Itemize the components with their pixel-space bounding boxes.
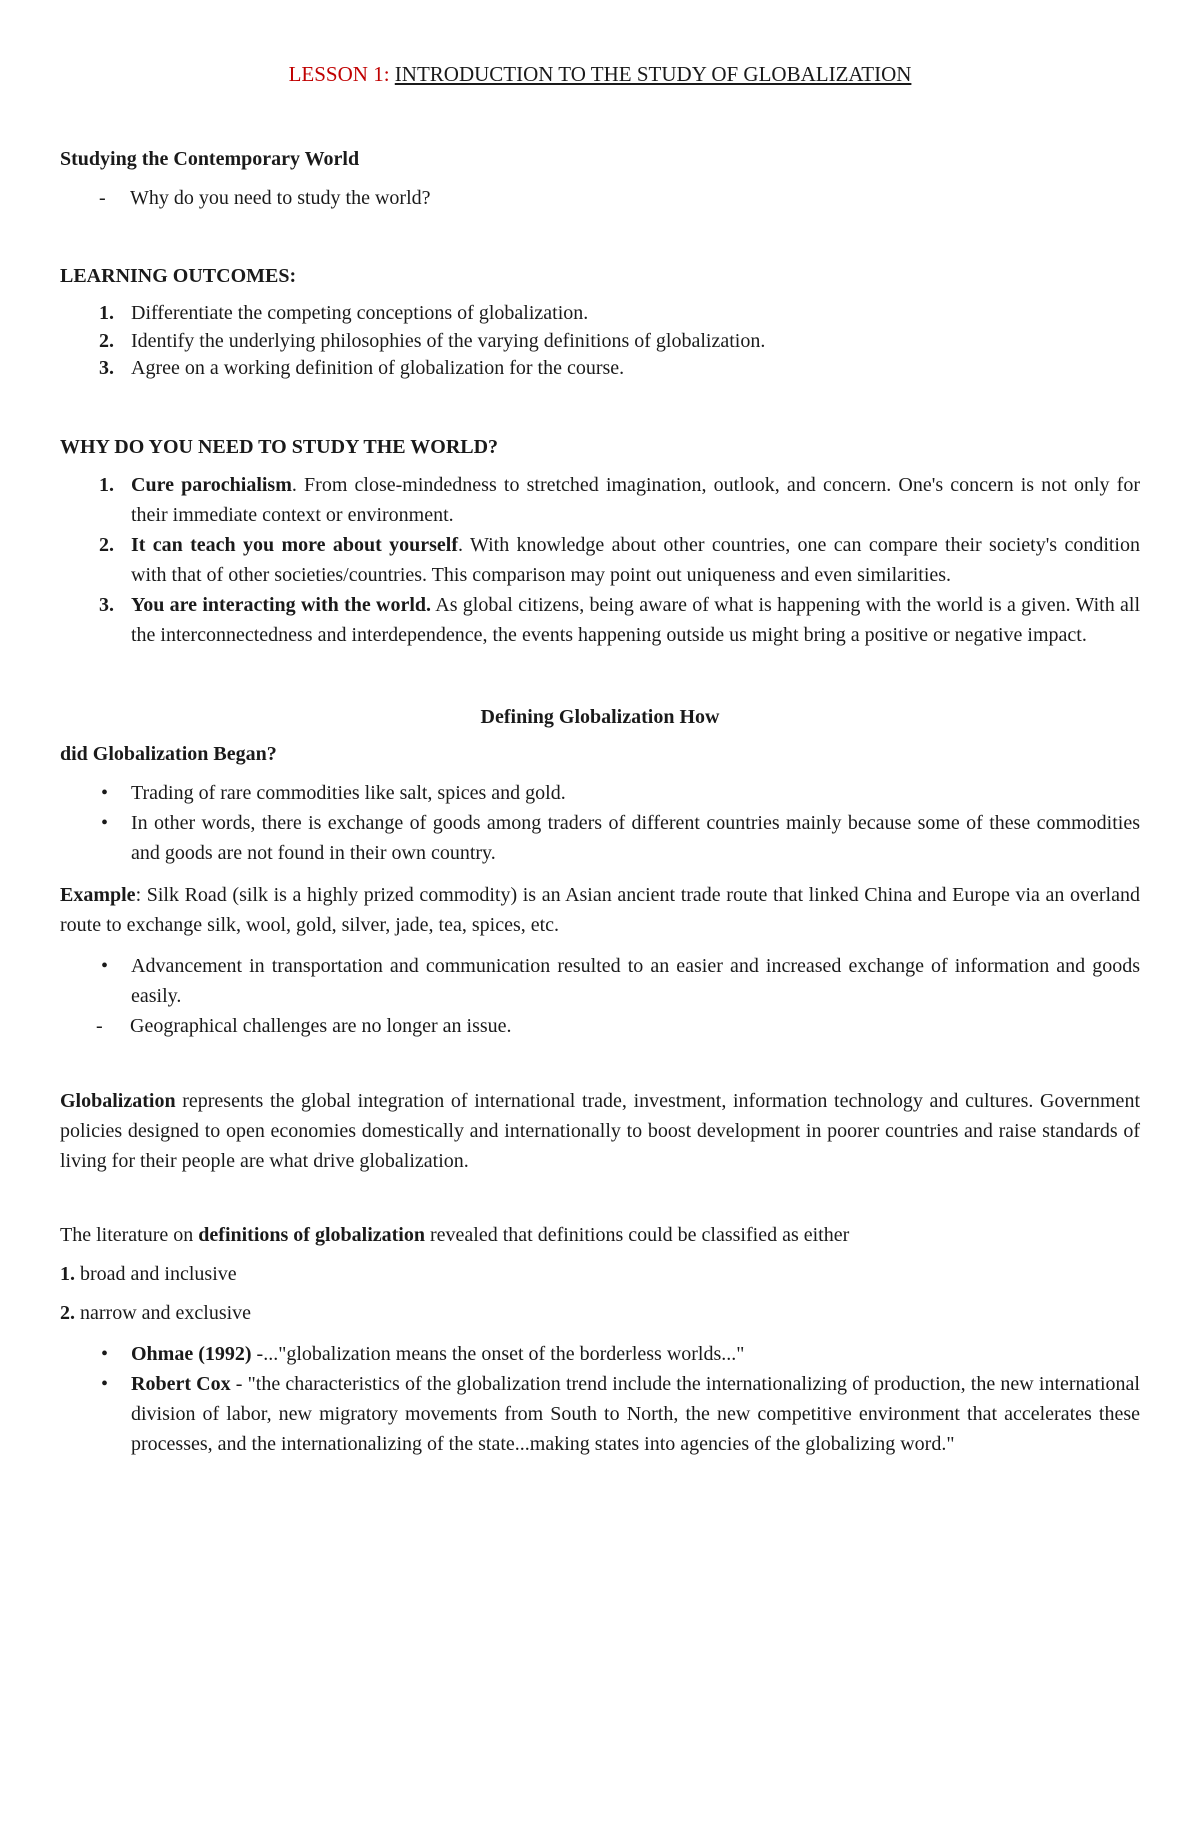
list-item-text: Why do you need to study the world? <box>130 187 431 209</box>
list-item-text: Trading of rare commodities like salt, spices and gold. <box>131 781 566 804</box>
globalization-text: represents the global integration of international trade, investment, information technology and cultures. Government policies designed to open economies domestically and internationally to boost development in poorer countries and raise standards of living for their people are what drive globalization. <box>60 1089 1140 1172</box>
quote-text: - "the characteristics of the globalization trend include the internationalizing of production, the new international division of labor, new migratory movements from South to North, the new competitive environment that accelerates these processes, and the internationalizing of the state...making states into agencies of the globalizing word." <box>131 1372 1140 1455</box>
literature-term: definitions of globalization <box>198 1223 425 1246</box>
item-lead: Cure parochialism <box>131 473 292 496</box>
item-lead: You are interacting with the world. <box>131 593 432 616</box>
globalization-term: Globalization <box>60 1089 176 1112</box>
began-list <box>60 778 1140 868</box>
quote-text: -..."globalization means the onset of the borderless worlds..." <box>251 1342 745 1365</box>
number-marker: 3. <box>99 593 114 616</box>
bullet-marker: • <box>101 811 109 834</box>
list-item-text: Geographical challenges are no longer an issue. <box>130 1014 512 1037</box>
list-item <box>60 808 1140 868</box>
list-item <box>60 300 1140 328</box>
list-item <box>60 1339 1140 1369</box>
number-marker: 2. <box>60 1301 75 1324</box>
section-heading-defining: Defining Globalization How <box>480 705 720 728</box>
item-text: . With knowledge about other countries, one can compare their society's condition with that of other societies/countries. This comparison may point out uniqueness and even similarities. <box>131 533 1140 586</box>
literature-text-pre: The literature on <box>60 1223 199 1246</box>
list-item-text: Differentiate the competing conceptions of globalization. <box>131 302 589 324</box>
classification-item <box>60 1259 1140 1289</box>
item-lead: It can teach you more about yourself <box>131 533 459 556</box>
list-item-text: In other words, there is exchange of goods among traders of different countries mainly because some of these commodities and goods are not found in their own country. <box>131 811 1140 864</box>
item-text: . From close-mindedness to stretched imagination, outlook, and concern. One's concern is not only for their immediate context or environment. <box>131 473 1140 526</box>
bullet-marker: • <box>101 954 109 977</box>
classification-text: broad and inclusive <box>80 1262 237 1285</box>
literature-paragraph <box>60 1220 1140 1250</box>
outcomes-list <box>60 300 1140 383</box>
list-item <box>60 1369 1140 1459</box>
bullet-marker: • <box>101 1342 109 1365</box>
number-marker: 1. <box>60 1262 75 1285</box>
bullet-marker: • <box>101 1372 109 1395</box>
list-item <box>60 328 1140 356</box>
number-marker: 3. <box>99 357 114 379</box>
globalization-paragraph <box>60 1086 1140 1176</box>
section-heading-why: WHY DO YOU NEED TO STUDY THE WORLD? <box>60 435 499 458</box>
list-item <box>60 778 1140 808</box>
bullet-marker: • <box>101 781 109 804</box>
quote-author: Ohmae (1992) <box>131 1342 252 1365</box>
why-list <box>60 470 1140 650</box>
quotes-list <box>60 1339 1140 1459</box>
lesson-title: INTRODUCTION TO THE STUDY OF GLOBALIZATION <box>394 62 912 86</box>
number-marker: 1. <box>99 473 114 496</box>
list-item-text: Agree on a working definition of globalization for the course. <box>131 357 625 379</box>
list-item <box>60 1011 1140 1041</box>
section-subheading-began: did Globalization Began? <box>60 742 277 765</box>
dash-marker: - <box>99 187 106 209</box>
example-paragraph <box>60 880 1140 940</box>
list-item <box>60 590 1140 650</box>
list-item-text: Advancement in transportation and communication resulted to an easier and increased exchange of information and goods easily. <box>131 954 1140 1007</box>
example-text: : Silk Road (silk is a highly prized commodity) is an Asian ancient trade route that linked China and Europe via an overland route to exchange silk, wool, gold, silver, jade, tea, spices, etc. <box>60 883 1140 936</box>
section-heading-studying: Studying the Contemporary World <box>60 148 360 170</box>
list-item <box>60 183 1140 213</box>
example-label: Example <box>60 883 136 906</box>
number-marker: 2. <box>99 329 114 352</box>
list-item-text: Identify the underlying philosophies of the varying definitions of globalization. <box>131 329 766 352</box>
list-item <box>60 951 1140 1011</box>
page-title <box>60 62 1140 87</box>
dash-marker: - <box>96 1014 103 1037</box>
list-item <box>60 355 1140 383</box>
list-item <box>60 530 1140 590</box>
list-item <box>60 470 1140 530</box>
quote-author: Robert Cox <box>131 1372 231 1395</box>
number-marker: 1. <box>99 302 114 324</box>
number-marker: 2. <box>99 533 114 556</box>
classification-item <box>60 1298 1140 1328</box>
section-heading-outcomes: LEARNING OUTCOMES: <box>60 265 297 287</box>
lesson-label: LESSON 1: <box>288 62 390 86</box>
item-text: As global citizens, being aware of what is happening with the world is a given. With all the interconnectedness and interdependence, the events happening outside us might bring a positive or negative impact. <box>131 593 1141 646</box>
literature-text-post: revealed that definitions could be classified as either <box>424 1223 850 1246</box>
classification-text: narrow and exclusive <box>80 1301 252 1324</box>
